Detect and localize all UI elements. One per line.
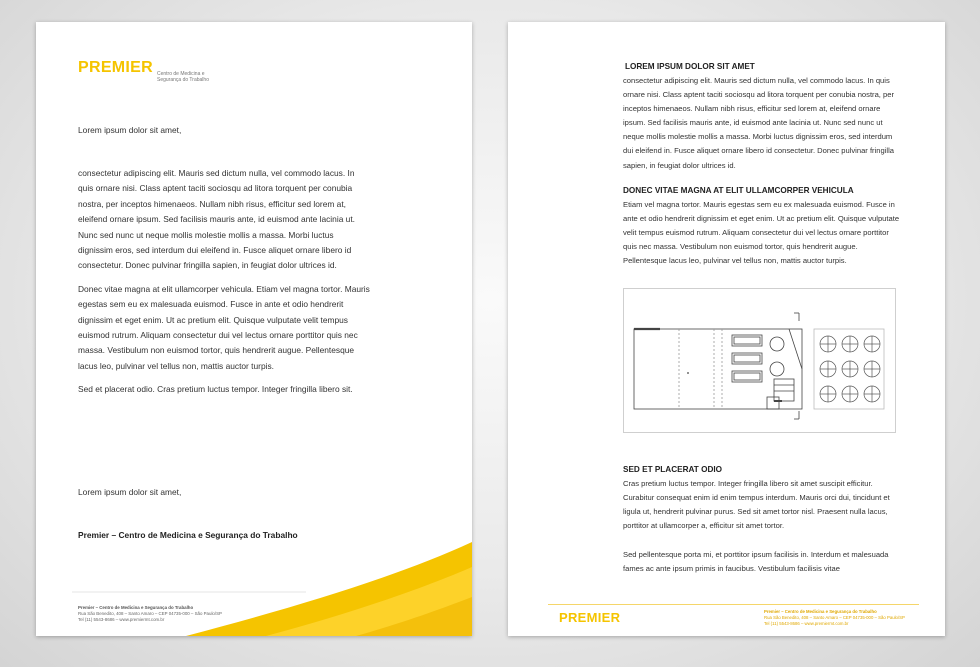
yellow-swoosh-decoration (36, 22, 472, 636)
letter-greeting: Lorem ipsum dolor sit amet, (78, 125, 182, 135)
section-body: Cras pretium luctus tempor. Integer fringilla libero sit amet suscipit efficitur. Curabitur consequat enim id enim tempus interdum. Mauris orci dui, tincidunt et ligula ut, hendrerit pulvinar purus. Sed sit amet tortor nisl. Praesent nulla lacus, porttitor at ullamcorper a, efficitur sit amet tortor. (623, 479, 890, 531)
letterhead-footer: Premier – Centro de Medicina e Segurança do Trabalho Rua São Benedito, 408 – Santo Amaro – CEP 04735-000 – São Paulo/SP Tel (11) 5543-8686 – www.premiermt.com.br (78, 605, 222, 622)
letter-paragraph: consectetur adipiscing elit. Mauris sed dictum nulla, vel commodo lacus. In quis ornare nisi. Class aptent taciti sociosqu ad litora torquent per conubia nostra, per inceptos himenaeos. Nullam nibh risus, efficitur sed lorem at, eleifend ornare ipsum. Sed facilisis mauris ante, id euismod ante lacinia ut. Nunc sed nunc ut neque mollis molestie mollis a massa. Morbi luctus dignissim eros, sed interdum dui eleifend in. Fusce aliquet ornare libero id consectetur. Donec pulvinar fringilla sapien, in feugiat dolor ultrices id. (78, 168, 355, 271)
logo-wordmark: PREMIER (559, 610, 621, 625)
logo-tagline: Centro de Medicina e Segurança do Trabalho (157, 71, 209, 83)
letter-closing: Lorem ipsum dolor sit amet, (78, 487, 182, 497)
letter-paragraph: Sed et placerat odio. Cras pretium luctus tempor. Integer fringilla libero sit. (78, 384, 353, 395)
letter-paragraph: Donec vitae magna at elit ullamcorper vehicula. Etiam vel magna tortor. Mauris egestas sem eu ex malesuada euismod. Fusce in ante et odio hendrerit dignissim et eget enim. Ut ac pretium elit. Quisque vulputate velit tempus euismod rutrum. Aliquam consectetur dui vel lectus ornare porttitor quis nec massa. Vestibulum non euismod tortor, quis hendrerit augue. Pellentesque lacus leo, pulvinar vel tellus non, mattis auctor turpis. (78, 283, 370, 371)
section-2 (623, 184, 901, 268)
section-heading: LOREM IPSUM DOLOR SIT AMET (625, 62, 755, 71)
floor-plan-drawing (624, 289, 895, 432)
section-body: consectetur adipiscing elit. Mauris sed dictum nulla, vel commodo lacus. In quis ornare nisi. Class aptent taciti sociosqu ad litora torquent per conubia nostra, per inceptos himenaeos. Nullam nibh risus, efficitur sed lorem at, eleifend ornare ipsum. Sed facilisis mauris ante, id euismod ante lacinia ut. Nunc sed nunc ut neque mollis molestie mollis a massa. Morbi luctus dignissim eros, sed interdum dui eleifend in. Fusce aliquet ornare libero id consectetur. Donec pulvinar fringilla sapien, in feugiat dolor ultrices id. (623, 76, 894, 170)
premier-logo-footer (559, 611, 620, 624)
section-1 (623, 60, 901, 173)
letter-signature: Premier – Centro de Medicina e Segurança do Trabalho (78, 530, 298, 540)
report-page (508, 22, 945, 636)
section-heading: SED ET PLACERAT ODIO (623, 465, 723, 474)
letterhead-page (36, 22, 472, 636)
report-footer: Premier – Centro de Medicina e Segurança do Trabalho Rua São Benedito, 408 – Santo Amaro – CEP 04735-000 – São Paulo/SP Tel (11) 5543-8686 – www.premiermt.com.br (764, 609, 905, 626)
closing-paragraph: Sed pellentesque porta mi, et porttitor ipsum facilisis in. Interdum et malesuada fames ac ante ipsum primis in faucibus. Vestibulum facilisis vitae (623, 550, 889, 574)
logo-wordmark: PREMIER (78, 59, 153, 76)
section-body: Etiam vel magna tortor. Mauris egestas sem eu ex malesuada euismod. Fusce in ante et odio hendrerit dignissim et eget enim. Ut ac pretium elit. Quisque vulputate velit tempus euismod rutrum. Aliquam consectetur dui vel lectus ornare porttitor quis nec massa. Vestibulum non euismod tortor, quis hendrerit augue. Pellentesque lacus leo, pulvinar vel tellus non, mattis auctor turpis. (623, 200, 900, 266)
section-3 (623, 463, 901, 533)
footer-divider (548, 604, 919, 605)
floor-plan-figure (623, 288, 896, 433)
section-heading: DONEC VITAE MAGNA AT ELIT ULLAMCORPER VEHICULA (623, 186, 854, 195)
